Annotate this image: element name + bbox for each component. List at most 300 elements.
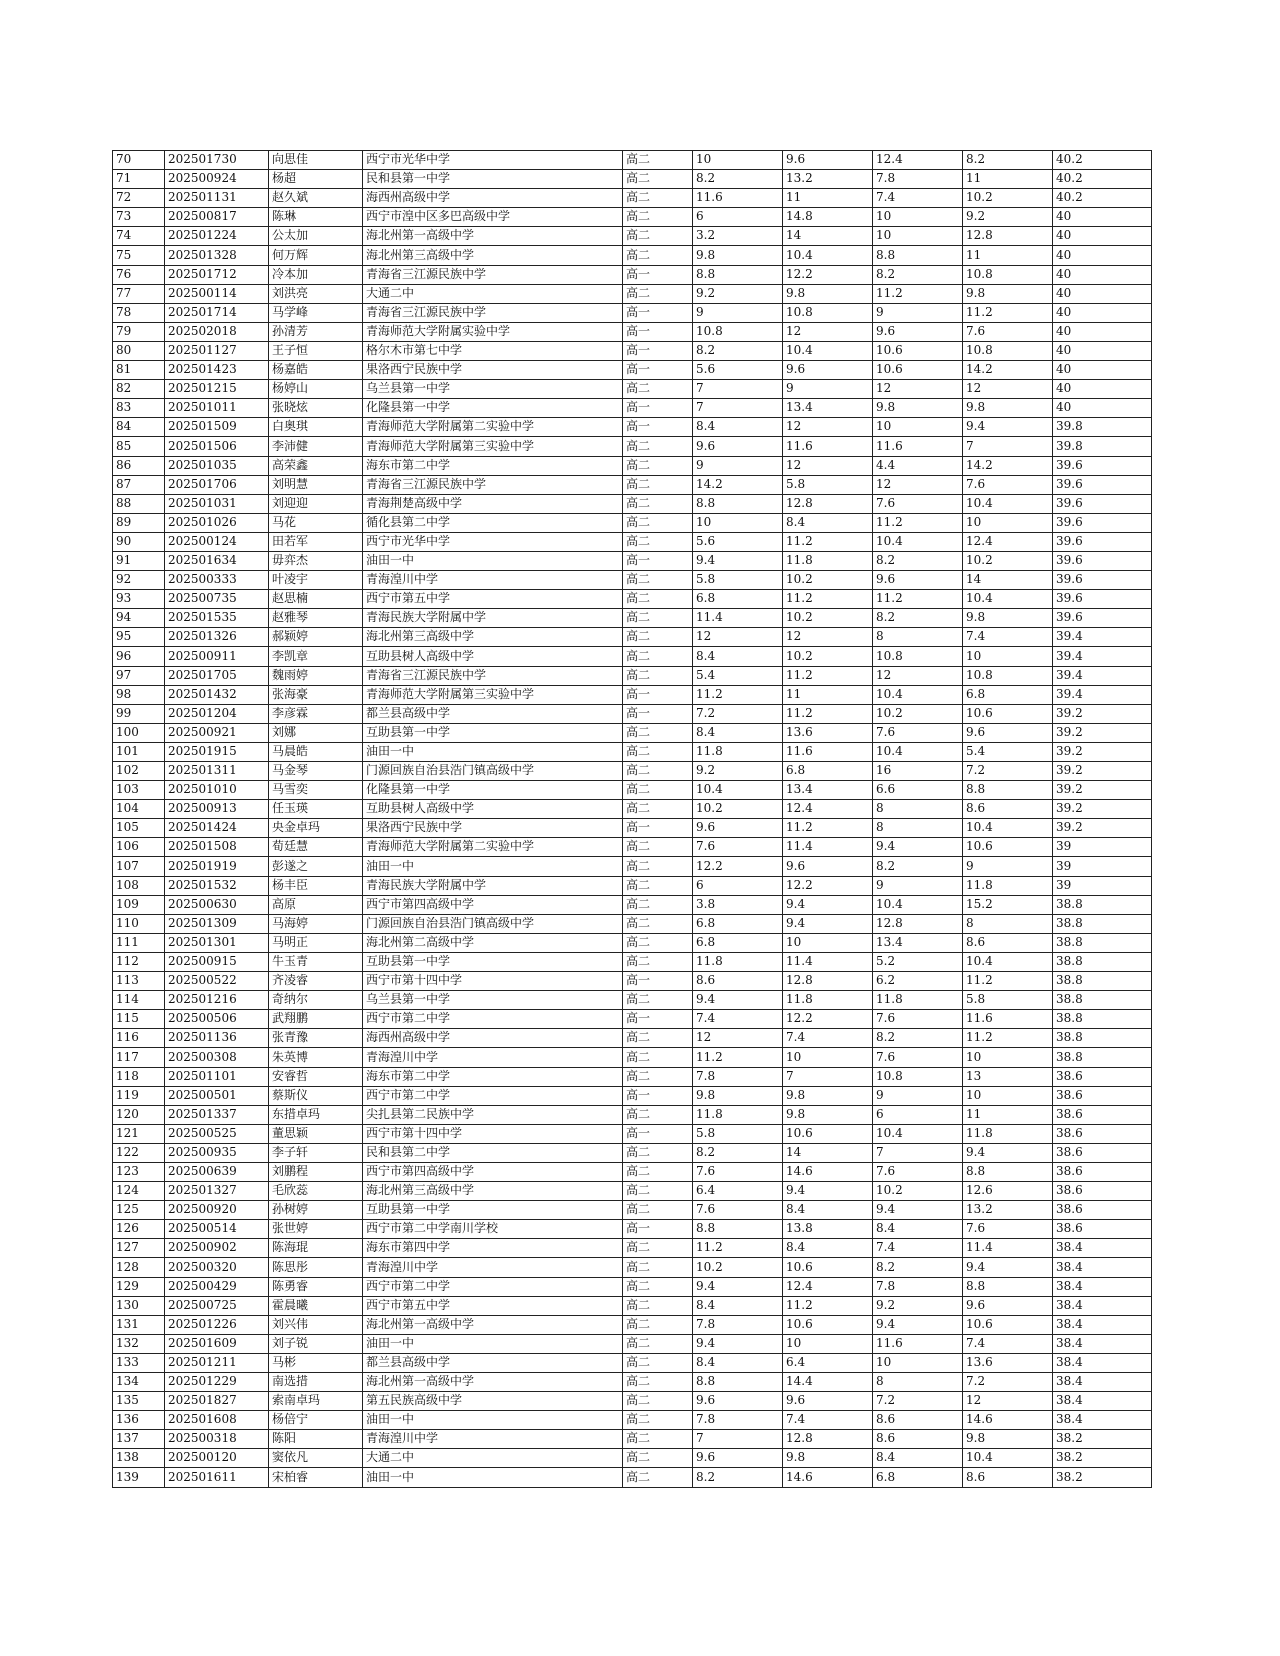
score-4-cell: 9: [963, 857, 1053, 876]
exam-id-cell: 202500902: [165, 1239, 269, 1258]
score-3-cell: 8: [873, 800, 963, 819]
score-2-cell: 11: [783, 189, 873, 208]
score-2-cell: 12.8: [783, 494, 873, 513]
student-name-cell: 冷本加: [269, 265, 363, 284]
student-name-cell: 马花: [269, 513, 363, 532]
exam-id-cell: 202500921: [165, 723, 269, 742]
score-4-cell: 9.8: [963, 284, 1053, 303]
score-2-cell: 6.4: [783, 1353, 873, 1372]
table-row: [113, 1029, 1152, 1048]
rank-cell: 90: [113, 532, 165, 551]
school-cell: 海东市第二中学: [363, 456, 623, 475]
score-2-cell: 7.4: [783, 1029, 873, 1048]
score-4-cell: 13: [963, 1067, 1053, 1086]
rank-cell: 75: [113, 246, 165, 265]
score-3-cell: 9: [873, 303, 963, 322]
school-cell: 都兰县高级中学: [363, 704, 623, 723]
table-row: [113, 609, 1152, 628]
school-cell: 门源回族自治县浩门镇高级中学: [363, 762, 623, 781]
student-name-cell: 窦依凡: [269, 1449, 363, 1468]
school-cell: 青海湟川中学: [363, 1258, 623, 1277]
score-2-cell: 11.4: [783, 838, 873, 857]
exam-id-cell: 202501608: [165, 1411, 269, 1430]
grade-cell: 高二: [623, 723, 693, 742]
total-score-cell: 39.6: [1053, 475, 1152, 494]
grade-cell: 高一: [623, 1010, 693, 1029]
school-cell: 青海师范大学附属第三实验中学: [363, 437, 623, 456]
total-score-cell: 40: [1053, 265, 1152, 284]
score-4-cell: 8.8: [963, 1162, 1053, 1181]
score-2-cell: 9.6: [783, 857, 873, 876]
score-3-cell: 10.4: [873, 742, 963, 761]
school-cell: 西宁市第二中学南川学校: [363, 1220, 623, 1239]
exam-id-cell: 202501026: [165, 513, 269, 532]
score-2-cell: 13.8: [783, 1220, 873, 1239]
rank-cell: 134: [113, 1373, 165, 1392]
score-1-cell: 8.4: [693, 647, 783, 666]
score-1-cell: 5.6: [693, 532, 783, 551]
rank-cell: 88: [113, 494, 165, 513]
score-3-cell: 6.2: [873, 972, 963, 991]
rank-cell: 139: [113, 1468, 165, 1487]
exam-id-cell: 202501127: [165, 341, 269, 360]
table-row: [113, 571, 1152, 590]
score-2-cell: 10: [783, 1334, 873, 1353]
table-row: [113, 895, 1152, 914]
total-score-cell: 39: [1053, 857, 1152, 876]
exam-id-cell: 202501011: [165, 399, 269, 418]
total-score-cell: 38.2: [1053, 1468, 1152, 1487]
score-1-cell: 6.8: [693, 933, 783, 952]
table-row: [113, 1220, 1152, 1239]
school-cell: 互助县树人高级中学: [363, 647, 623, 666]
score-3-cell: 9.6: [873, 322, 963, 341]
student-name-cell: 任玉瑛: [269, 800, 363, 819]
rank-cell: 116: [113, 1029, 165, 1048]
rank-cell: 96: [113, 647, 165, 666]
score-1-cell: 10.2: [693, 1258, 783, 1277]
score-3-cell: 10: [873, 1353, 963, 1372]
total-score-cell: 39: [1053, 876, 1152, 895]
grade-cell: 高二: [623, 742, 693, 761]
student-name-cell: 朱英博: [269, 1048, 363, 1067]
school-cell: 循化县第二中学: [363, 513, 623, 532]
score-4-cell: 7.2: [963, 1373, 1053, 1392]
total-score-cell: 39.2: [1053, 762, 1152, 781]
score-3-cell: 8.2: [873, 551, 963, 570]
score-3-cell: 7.4: [873, 189, 963, 208]
school-cell: 互助县第一中学: [363, 952, 623, 971]
total-score-cell: 38.4: [1053, 1392, 1152, 1411]
exam-id-cell: 202501915: [165, 742, 269, 761]
score-1-cell: 8.2: [693, 170, 783, 189]
score-3-cell: 9: [873, 876, 963, 895]
grade-cell: 高二: [623, 876, 693, 895]
rank-cell: 135: [113, 1392, 165, 1411]
score-3-cell: 10.2: [873, 704, 963, 723]
score-2-cell: 13.2: [783, 170, 873, 189]
grade-cell: 高二: [623, 1468, 693, 1487]
student-name-cell: 牛玉青: [269, 952, 363, 971]
rank-cell: 93: [113, 590, 165, 609]
score-3-cell: 10.4: [873, 532, 963, 551]
total-score-cell: 40: [1053, 341, 1152, 360]
score-2-cell: 11.2: [783, 590, 873, 609]
score-2-cell: 14.8: [783, 208, 873, 227]
score-3-cell: 11.6: [873, 1334, 963, 1353]
score-4-cell: 11: [963, 246, 1053, 265]
school-cell: 油田一中: [363, 1411, 623, 1430]
student-name-cell: 陈琳: [269, 208, 363, 227]
score-4-cell: 7.6: [963, 1220, 1053, 1239]
score-2-cell: 14: [783, 1143, 873, 1162]
grade-cell: 高二: [623, 914, 693, 933]
table-row: [113, 1086, 1152, 1105]
student-name-cell: 白奥琪: [269, 418, 363, 437]
score-3-cell: 7: [873, 1143, 963, 1162]
exam-id-cell: 202501611: [165, 1468, 269, 1487]
score-2-cell: 12.2: [783, 876, 873, 895]
rank-cell: 108: [113, 876, 165, 895]
exam-id-cell: 202500522: [165, 972, 269, 991]
total-score-cell: 39.6: [1053, 494, 1152, 513]
rank-cell: 101: [113, 742, 165, 761]
rank-cell: 72: [113, 189, 165, 208]
score-4-cell: 7: [963, 437, 1053, 456]
table-row: [113, 456, 1152, 475]
rank-cell: 79: [113, 322, 165, 341]
grade-cell: 高二: [623, 1105, 693, 1124]
score-1-cell: 8.2: [693, 1143, 783, 1162]
score-4-cell: 14.2: [963, 361, 1053, 380]
score-2-cell: 8.4: [783, 513, 873, 532]
grade-cell: 高二: [623, 1353, 693, 1372]
score-2-cell: 10.6: [783, 1315, 873, 1334]
total-score-cell: 39.2: [1053, 704, 1152, 723]
total-score-cell: 38.8: [1053, 1029, 1152, 1048]
score-1-cell: 10.4: [693, 781, 783, 800]
student-name-cell: 马金琴: [269, 762, 363, 781]
score-1-cell: 8.8: [693, 494, 783, 513]
table-row: [113, 303, 1152, 322]
rank-cell: 124: [113, 1182, 165, 1201]
score-4-cell: 9.2: [963, 208, 1053, 227]
school-cell: 互助县第一中学: [363, 1201, 623, 1220]
school-cell: 果洛西宁民族中学: [363, 819, 623, 838]
student-name-cell: 央金卓玛: [269, 819, 363, 838]
student-name-cell: 何万辉: [269, 246, 363, 265]
score-4-cell: 5.8: [963, 991, 1053, 1010]
school-cell: 海东市第四中学: [363, 1239, 623, 1258]
score-1-cell: 11.2: [693, 685, 783, 704]
school-cell: 青海湟川中学: [363, 1430, 623, 1449]
rank-cell: 100: [113, 723, 165, 742]
student-name-cell: 杨丰臣: [269, 876, 363, 895]
grade-cell: 高一: [623, 361, 693, 380]
table-row: [113, 1143, 1152, 1162]
student-name-cell: 叶凌宇: [269, 571, 363, 590]
rank-cell: 126: [113, 1220, 165, 1239]
exam-id-cell: 202500735: [165, 590, 269, 609]
exam-id-cell: 202501827: [165, 1392, 269, 1411]
exam-id-cell: 202501509: [165, 418, 269, 437]
score-2-cell: 7.4: [783, 1411, 873, 1430]
score-1-cell: 7.8: [693, 1067, 783, 1086]
score-4-cell: 8.6: [963, 933, 1053, 952]
score-4-cell: 9.8: [963, 399, 1053, 418]
score-4-cell: 6.8: [963, 685, 1053, 704]
table-row: [113, 781, 1152, 800]
score-4-cell: 7.2: [963, 762, 1053, 781]
total-score-cell: 38.2: [1053, 1449, 1152, 1468]
school-cell: 青海荆楚高级中学: [363, 494, 623, 513]
score-2-cell: 9.6: [783, 1392, 873, 1411]
score-2-cell: 9.8: [783, 1086, 873, 1105]
score-2-cell: 10.4: [783, 246, 873, 265]
total-score-cell: 39.8: [1053, 418, 1152, 437]
school-cell: 互助县树人高级中学: [363, 800, 623, 819]
student-name-cell: 马雪奕: [269, 781, 363, 800]
rank-cell: 128: [113, 1258, 165, 1277]
total-score-cell: 39.6: [1053, 571, 1152, 590]
score-2-cell: 8.4: [783, 1239, 873, 1258]
student-name-cell: 彭遂之: [269, 857, 363, 876]
grade-cell: 高二: [623, 1258, 693, 1277]
rank-cell: 78: [113, 303, 165, 322]
student-name-cell: 张世婷: [269, 1220, 363, 1239]
student-name-cell: 南选措: [269, 1373, 363, 1392]
score-3-cell: 13.4: [873, 933, 963, 952]
exam-id-cell: 202501432: [165, 685, 269, 704]
table-row: [113, 418, 1152, 437]
student-name-cell: 李沛健: [269, 437, 363, 456]
student-name-cell: 刘娜: [269, 723, 363, 742]
total-score-cell: 38.6: [1053, 1067, 1152, 1086]
student-name-cell: 孙清芳: [269, 322, 363, 341]
rank-cell: 109: [113, 895, 165, 914]
score-1-cell: 8.2: [693, 1468, 783, 1487]
score-1-cell: 12: [693, 1029, 783, 1048]
score-3-cell: 10: [873, 418, 963, 437]
school-cell: 乌兰县第一中学: [363, 991, 623, 1010]
rank-cell: 137: [113, 1430, 165, 1449]
score-3-cell: 11.2: [873, 284, 963, 303]
score-1-cell: 11.8: [693, 1105, 783, 1124]
rank-cell: 97: [113, 666, 165, 685]
school-cell: 海西州高级中学: [363, 1029, 623, 1048]
grade-cell: 高一: [623, 341, 693, 360]
rank-cell: 131: [113, 1315, 165, 1334]
rank-cell: 119: [113, 1086, 165, 1105]
exam-id-cell: 202500817: [165, 208, 269, 227]
exam-id-cell: 202501535: [165, 609, 269, 628]
grade-cell: 高二: [623, 590, 693, 609]
total-score-cell: 38.2: [1053, 1430, 1152, 1449]
total-score-cell: 38.6: [1053, 1124, 1152, 1143]
exam-id-cell: 202500913: [165, 800, 269, 819]
table-row: [113, 341, 1152, 360]
score-3-cell: 11.2: [873, 590, 963, 609]
student-name-cell: 孙树婷: [269, 1201, 363, 1220]
table-row: [113, 628, 1152, 647]
exam-id-cell: 202501010: [165, 781, 269, 800]
total-score-cell: 38.8: [1053, 972, 1152, 991]
rank-cell: 103: [113, 781, 165, 800]
score-4-cell: 10: [963, 1086, 1053, 1105]
score-1-cell: 10.2: [693, 800, 783, 819]
exam-id-cell: 202502018: [165, 322, 269, 341]
score-2-cell: 12.2: [783, 1010, 873, 1029]
grade-cell: 高一: [623, 265, 693, 284]
school-cell: 尖扎县第二民族中学: [363, 1105, 623, 1124]
rank-cell: 91: [113, 551, 165, 570]
score-4-cell: 7.4: [963, 1334, 1053, 1353]
school-cell: 青海民族大学附属中学: [363, 876, 623, 895]
score-2-cell: 6.8: [783, 762, 873, 781]
score-3-cell: 10.6: [873, 341, 963, 360]
score-2-cell: 10.2: [783, 571, 873, 590]
total-score-cell: 38.8: [1053, 1048, 1152, 1067]
score-4-cell: 10.2: [963, 551, 1053, 570]
score-1-cell: 8.4: [693, 1353, 783, 1372]
score-1-cell: 6.8: [693, 590, 783, 609]
rank-cell: 86: [113, 456, 165, 475]
student-name-cell: 张海豪: [269, 685, 363, 704]
score-3-cell: 6: [873, 1105, 963, 1124]
score-3-cell: 7.2: [873, 1392, 963, 1411]
grade-cell: 高一: [623, 819, 693, 838]
total-score-cell: 38.6: [1053, 1182, 1152, 1201]
score-3-cell: 8.6: [873, 1411, 963, 1430]
student-name-cell: 高原: [269, 895, 363, 914]
school-cell: 青海民族大学附属中学: [363, 609, 623, 628]
student-name-cell: 刘迎迎: [269, 494, 363, 513]
score-4-cell: 10.4: [963, 952, 1053, 971]
exam-id-cell: 202501131: [165, 189, 269, 208]
table-row: [113, 991, 1152, 1010]
grade-cell: 高二: [623, 781, 693, 800]
table-row: [113, 933, 1152, 952]
total-score-cell: 38.4: [1053, 1277, 1152, 1296]
score-3-cell: 12: [873, 380, 963, 399]
grade-cell: 高二: [623, 1373, 693, 1392]
school-cell: 海北州第三高级中学: [363, 246, 623, 265]
school-cell: 青海师范大学附属第三实验中学: [363, 685, 623, 704]
score-1-cell: 9.4: [693, 551, 783, 570]
student-name-cell: 杨婷山: [269, 380, 363, 399]
total-score-cell: 39.4: [1053, 666, 1152, 685]
score-1-cell: 9.4: [693, 991, 783, 1010]
score-4-cell: 10: [963, 1048, 1053, 1067]
student-name-cell: 董思颖: [269, 1124, 363, 1143]
score-1-cell: 10.8: [693, 322, 783, 341]
score-1-cell: 7.4: [693, 1010, 783, 1029]
score-4-cell: 8.8: [963, 1277, 1053, 1296]
rank-cell: 115: [113, 1010, 165, 1029]
score-4-cell: 7.6: [963, 322, 1053, 341]
score-1-cell: 9: [693, 303, 783, 322]
score-1-cell: 9: [693, 456, 783, 475]
school-cell: 西宁市第十四中学: [363, 972, 623, 991]
grade-cell: 高一: [623, 399, 693, 418]
table-row: [113, 170, 1152, 189]
grade-cell: 高二: [623, 1143, 693, 1162]
school-cell: 青海省三江源民族中学: [363, 475, 623, 494]
score-3-cell: 8.6: [873, 1430, 963, 1449]
total-score-cell: 39.4: [1053, 647, 1152, 666]
score-3-cell: 11.2: [873, 513, 963, 532]
student-name-cell: 马学峰: [269, 303, 363, 322]
score-1-cell: 7.6: [693, 838, 783, 857]
student-name-cell: 魏雨婷: [269, 666, 363, 685]
grade-cell: 高二: [623, 1277, 693, 1296]
score-2-cell: 10: [783, 1048, 873, 1067]
student-name-cell: 张晓炫: [269, 399, 363, 418]
school-cell: 西宁市第四高级中学: [363, 895, 623, 914]
score-3-cell: 7.6: [873, 1010, 963, 1029]
score-4-cell: 13.2: [963, 1201, 1053, 1220]
score-4-cell: 8.6: [963, 800, 1053, 819]
student-name-cell: 刘子锐: [269, 1334, 363, 1353]
score-1-cell: 5.6: [693, 361, 783, 380]
student-name-cell: 公太加: [269, 227, 363, 246]
total-score-cell: 40: [1053, 246, 1152, 265]
student-name-cell: 东措卓玛: [269, 1105, 363, 1124]
total-score-cell: 38.8: [1053, 991, 1152, 1010]
total-score-cell: 38.4: [1053, 1239, 1152, 1258]
score-1-cell: 9.6: [693, 1392, 783, 1411]
grade-cell: 高二: [623, 609, 693, 628]
total-score-cell: 40: [1053, 303, 1152, 322]
total-score-cell: 40: [1053, 227, 1152, 246]
grade-cell: 高二: [623, 1201, 693, 1220]
score-4-cell: 10: [963, 647, 1053, 666]
exam-id-cell: 202500506: [165, 1010, 269, 1029]
rank-cell: 113: [113, 972, 165, 991]
score-1-cell: 6.8: [693, 914, 783, 933]
score-3-cell: 8: [873, 628, 963, 647]
grade-cell: 高一: [623, 704, 693, 723]
exam-id-cell: 202501706: [165, 475, 269, 494]
score-2-cell: 14.6: [783, 1162, 873, 1181]
score-1-cell: 9.8: [693, 1086, 783, 1105]
score-3-cell: 9.8: [873, 399, 963, 418]
score-4-cell: 11: [963, 170, 1053, 189]
score-4-cell: 10.4: [963, 494, 1053, 513]
school-cell: 西宁市第二中学: [363, 1086, 623, 1105]
exam-id-cell: 202501730: [165, 151, 269, 170]
score-1-cell: 8.2: [693, 341, 783, 360]
total-score-cell: 39.2: [1053, 781, 1152, 800]
school-cell: 油田一中: [363, 1334, 623, 1353]
score-3-cell: 7.6: [873, 494, 963, 513]
table-row: [113, 1010, 1152, 1029]
table-row: [113, 685, 1152, 704]
score-1-cell: 7.6: [693, 1162, 783, 1181]
score-4-cell: 10.8: [963, 666, 1053, 685]
score-2-cell: 11.6: [783, 437, 873, 456]
total-score-cell: 40.2: [1053, 151, 1152, 170]
score-4-cell: 12: [963, 380, 1053, 399]
student-name-cell: 杨倍宁: [269, 1411, 363, 1430]
school-cell: 都兰县高级中学: [363, 1353, 623, 1372]
score-3-cell: 7.6: [873, 1048, 963, 1067]
score-3-cell: 10.4: [873, 1124, 963, 1143]
exam-id-cell: 202501337: [165, 1105, 269, 1124]
total-score-cell: 39.6: [1053, 609, 1152, 628]
exam-id-cell: 202501136: [165, 1029, 269, 1048]
table-row: [113, 857, 1152, 876]
